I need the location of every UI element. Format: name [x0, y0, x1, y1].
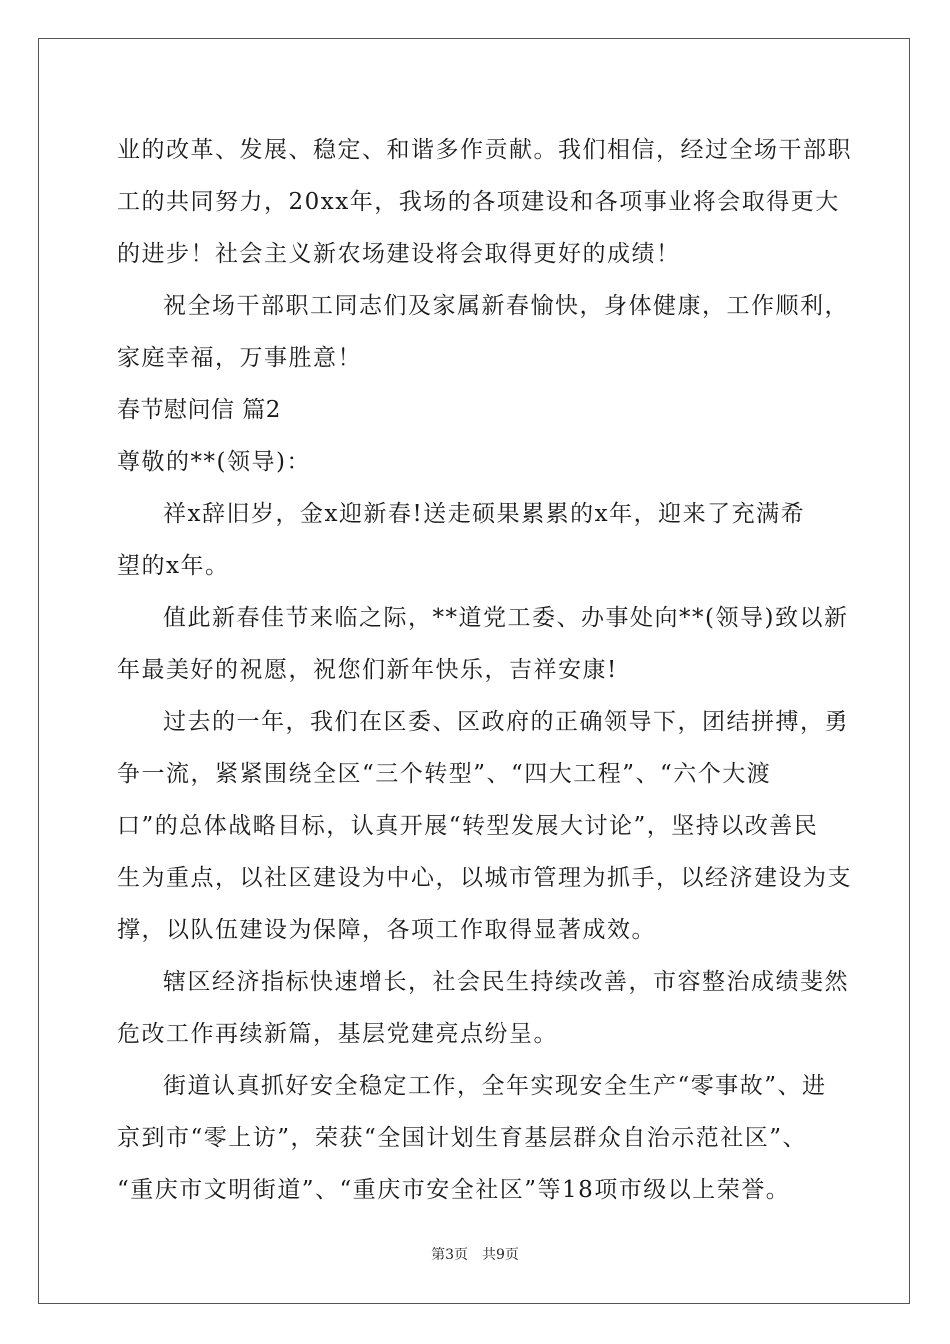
text-line: 祥x辞旧岁，金x迎新春!送走硕果累累的x年，迎来了充满希: [163, 501, 806, 527]
text-line: 年最美好的祝愿，祝您们新年快乐，吉祥安康!: [117, 657, 618, 683]
text-line: 值此新春佳节来临之际，**道党工委、办事处向**(领导)致以新: [163, 605, 849, 631]
text-line: 危改工作再续新篇，基层党建亮点纷呈。: [117, 1021, 558, 1047]
text-line: 家庭幸福，万事胜意！: [117, 345, 362, 371]
text-line: 辖区经济指标快速增长，社会民生持续改善，市容整治成绩斐然: [163, 969, 849, 995]
text-line: 街道认真抓好安全稳定工作，全年实现安全生产“零事故”、进: [163, 1073, 827, 1099]
text-line: 尊敬的**(领导)：: [117, 449, 311, 475]
text-line: 过去的一年，我们在区委、区政府的正确领导下，团结拼搏，勇: [163, 709, 849, 735]
text-line: 生为重点，以社区建设为中心，以城市管理为抓手，以经济建设为支: [117, 865, 852, 891]
text-line: 工的共同努力，20xx年，我场的各项建设和各项事业将会取得更大: [117, 189, 840, 215]
text-line: 业的改革、发展、稳定、和谐多作贡献。我们相信，经过全场干部职: [117, 137, 852, 163]
text-line: 撑，以队伍建设为保障，各项工作取得显著成效。: [117, 917, 656, 943]
text-line: 望的x年。: [117, 553, 230, 579]
text-line: 的进步！社会主义新农场建设将会取得更好的成绩！: [117, 241, 681, 267]
text-line: “重庆市文明街道”、“重庆市安全社区”等18项市级以上荣誉。: [117, 1177, 791, 1203]
text-line: 口”的总体战略目标，认真开展“转型发展大讨论”，坚持以改善民: [117, 813, 819, 839]
text-line: 祝全场干部职工同志们及家属新春愉快，身体健康，工作顺利，: [163, 293, 849, 319]
text-line: 争一流，紧紧围绕全区“三个转型”、“四大工程”、“六个大渡: [117, 761, 772, 787]
page-number-footer: 第3页 共9页: [431, 1247, 519, 1263]
text-line: 京到市“零上访”，荣获“全国计划生育基层群众自治示范社区”、: [117, 1125, 808, 1151]
document-body: [117, 124, 852, 1216]
section-heading: 春节慰问信 篇2: [117, 397, 281, 423]
